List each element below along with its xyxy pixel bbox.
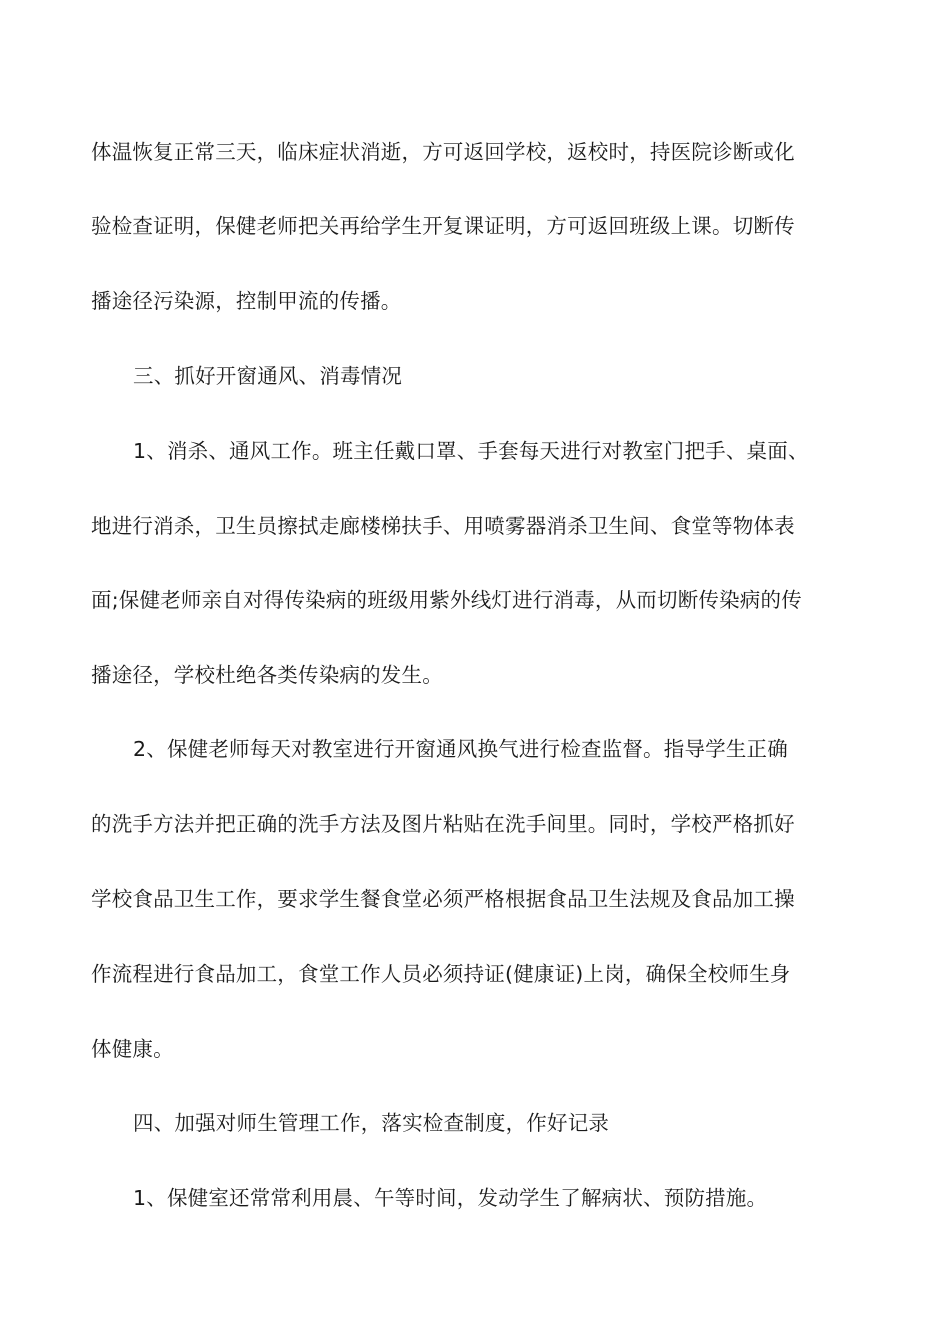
body-text-line: 1、保健室还常常利用晨、午等时间，发动学生了解病状、预防措施。 <box>133 1186 768 1210</box>
body-text-line: 播途径污染源，控制甲流的传播。 <box>91 289 402 313</box>
section-heading: 四、加强对师生管理工作，落实检查制度，作好记录 <box>133 1111 610 1135</box>
body-text-line: 作流程进行食品加工，食堂工作人员必须持证(健康证)上岗，确保全校师生身 <box>91 962 791 986</box>
body-text-line: 体温恢复正常三天，临床症状消逝，方可返回学校，返校时，持医院诊断或化 <box>91 140 795 164</box>
body-text-line: 2、保健老师每天对教室进行开窗通风换气进行检查监督。指导学生正确 <box>133 737 788 761</box>
body-text-line: 学校食品卫生工作，要求学生餐食堂必须严格根据食品卫生法规及食品加工操 <box>91 887 795 911</box>
body-text-line: 地进行消杀，卫生员擦拭走廊楼梯扶手、用喷雾器消杀卫生间、食堂等物体表 <box>91 514 795 538</box>
body-text-line: 验检查证明，保健老师把关再给学生开复课证明，方可返回班级上课。切断传 <box>91 214 795 238</box>
body-text-line: 播途径，学校杜绝各类传染病的发生。 <box>91 663 443 687</box>
body-text-line: 体健康。 <box>91 1037 174 1061</box>
body-text-line: 1、消杀、通风工作。班主任戴口罩、手套每天进行对教室门把手、桌面、 <box>133 439 809 463</box>
body-text-line: 面;保健老师亲自对得传染病的班级用紫外线灯进行消毒，从而切断传染病的传 <box>91 588 802 612</box>
body-text-line: 的洗手方法并把正确的洗手方法及图片粘贴在洗手间里。同时，学校严格抓好 <box>91 812 795 836</box>
section-heading: 三、抓好开窗通风、消毒情况 <box>133 364 403 388</box>
